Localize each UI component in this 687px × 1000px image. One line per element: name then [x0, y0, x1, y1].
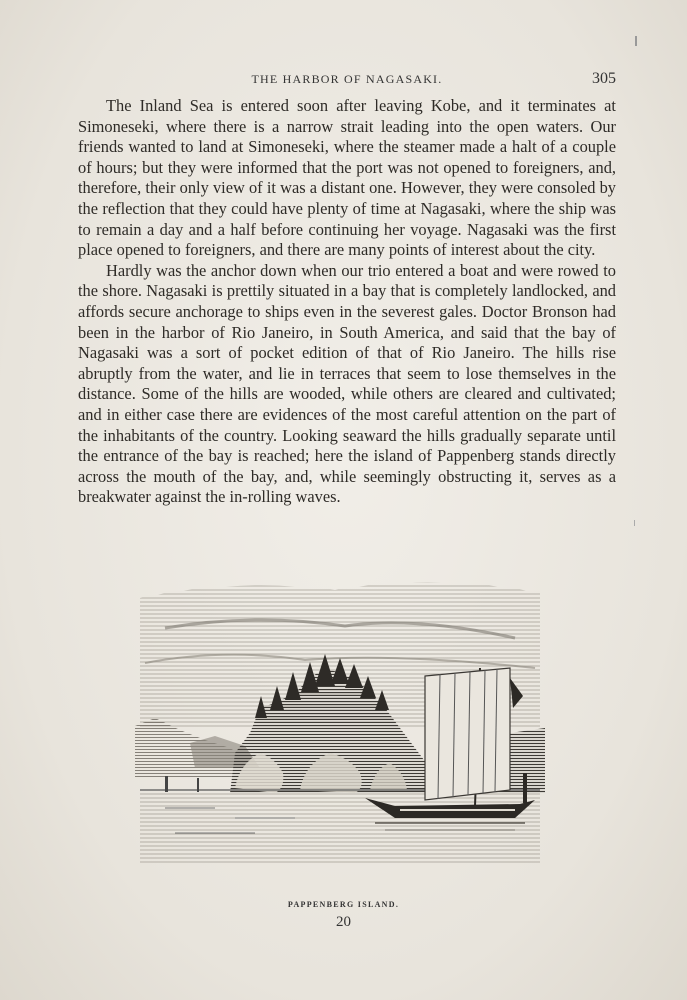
margin-mark [634, 520, 635, 526]
margin-mark [635, 36, 637, 46]
water [140, 790, 540, 865]
distant-boat [197, 778, 199, 792]
signature-mark: 20 [336, 914, 351, 930]
paragraph: The Inland Sea is entered soon after leaving Kobe, and it terminates at Simoneseki, where there is a narrow strait leading into the open waters. Our friends wanted to land at Simoneseki, where the steamer made a halt of a couple of hours; but they were informed that the port was not opened to foreigners, and, therefore, their only view of it was a distant one. However, they were consoled by the reflection that they could have plenty of time at Nagasaki, where the ship was to remain a day and a half before continuing her voyage. Nagasaki was the first place opened to foreigners, and there are many points of interest about the city. [78, 96, 616, 260]
distant-boat [165, 776, 168, 792]
engraving-svg [135, 568, 545, 870]
running-head [78, 70, 616, 92]
illustration-caption: PAPPENBERG ISLAND. [287, 900, 400, 909]
engraving-illustration [135, 568, 545, 870]
running-title: THE HARBOR OF NAGASAKI. [251, 72, 443, 86]
body-text [78, 96, 616, 508]
paragraph: Hardly was the anchor down when our trio entered a boat and were rowed to the shore. Nagasaki is prettily situated in a bay that is completely landlocked, and affords secure anchorage to ships even in the severest gales. Doctor Bronson had been in the harbor of Rio Janeiro, in South America, and said that the bay of Nagasaki was a sort of pocket edition of that of Rio Janeiro. The hills rise abruptly from the water, and lie in terraces that seem to lose themselves in the distance. Some of the hills are wooded, while others are cleared and cultivated; and in either case there are evidences of the most careful attention on the part of the inhabitants of the country. Looking seaward the hills gradually separate until the entrance of the bay is reached; here the island of Pappenberg stands directly across the mouth of the bay, and, while seemingly obstructing it, serves as a breakwater against the in-rolling waves. [78, 260, 616, 507]
page-number: 305 [592, 70, 616, 87]
